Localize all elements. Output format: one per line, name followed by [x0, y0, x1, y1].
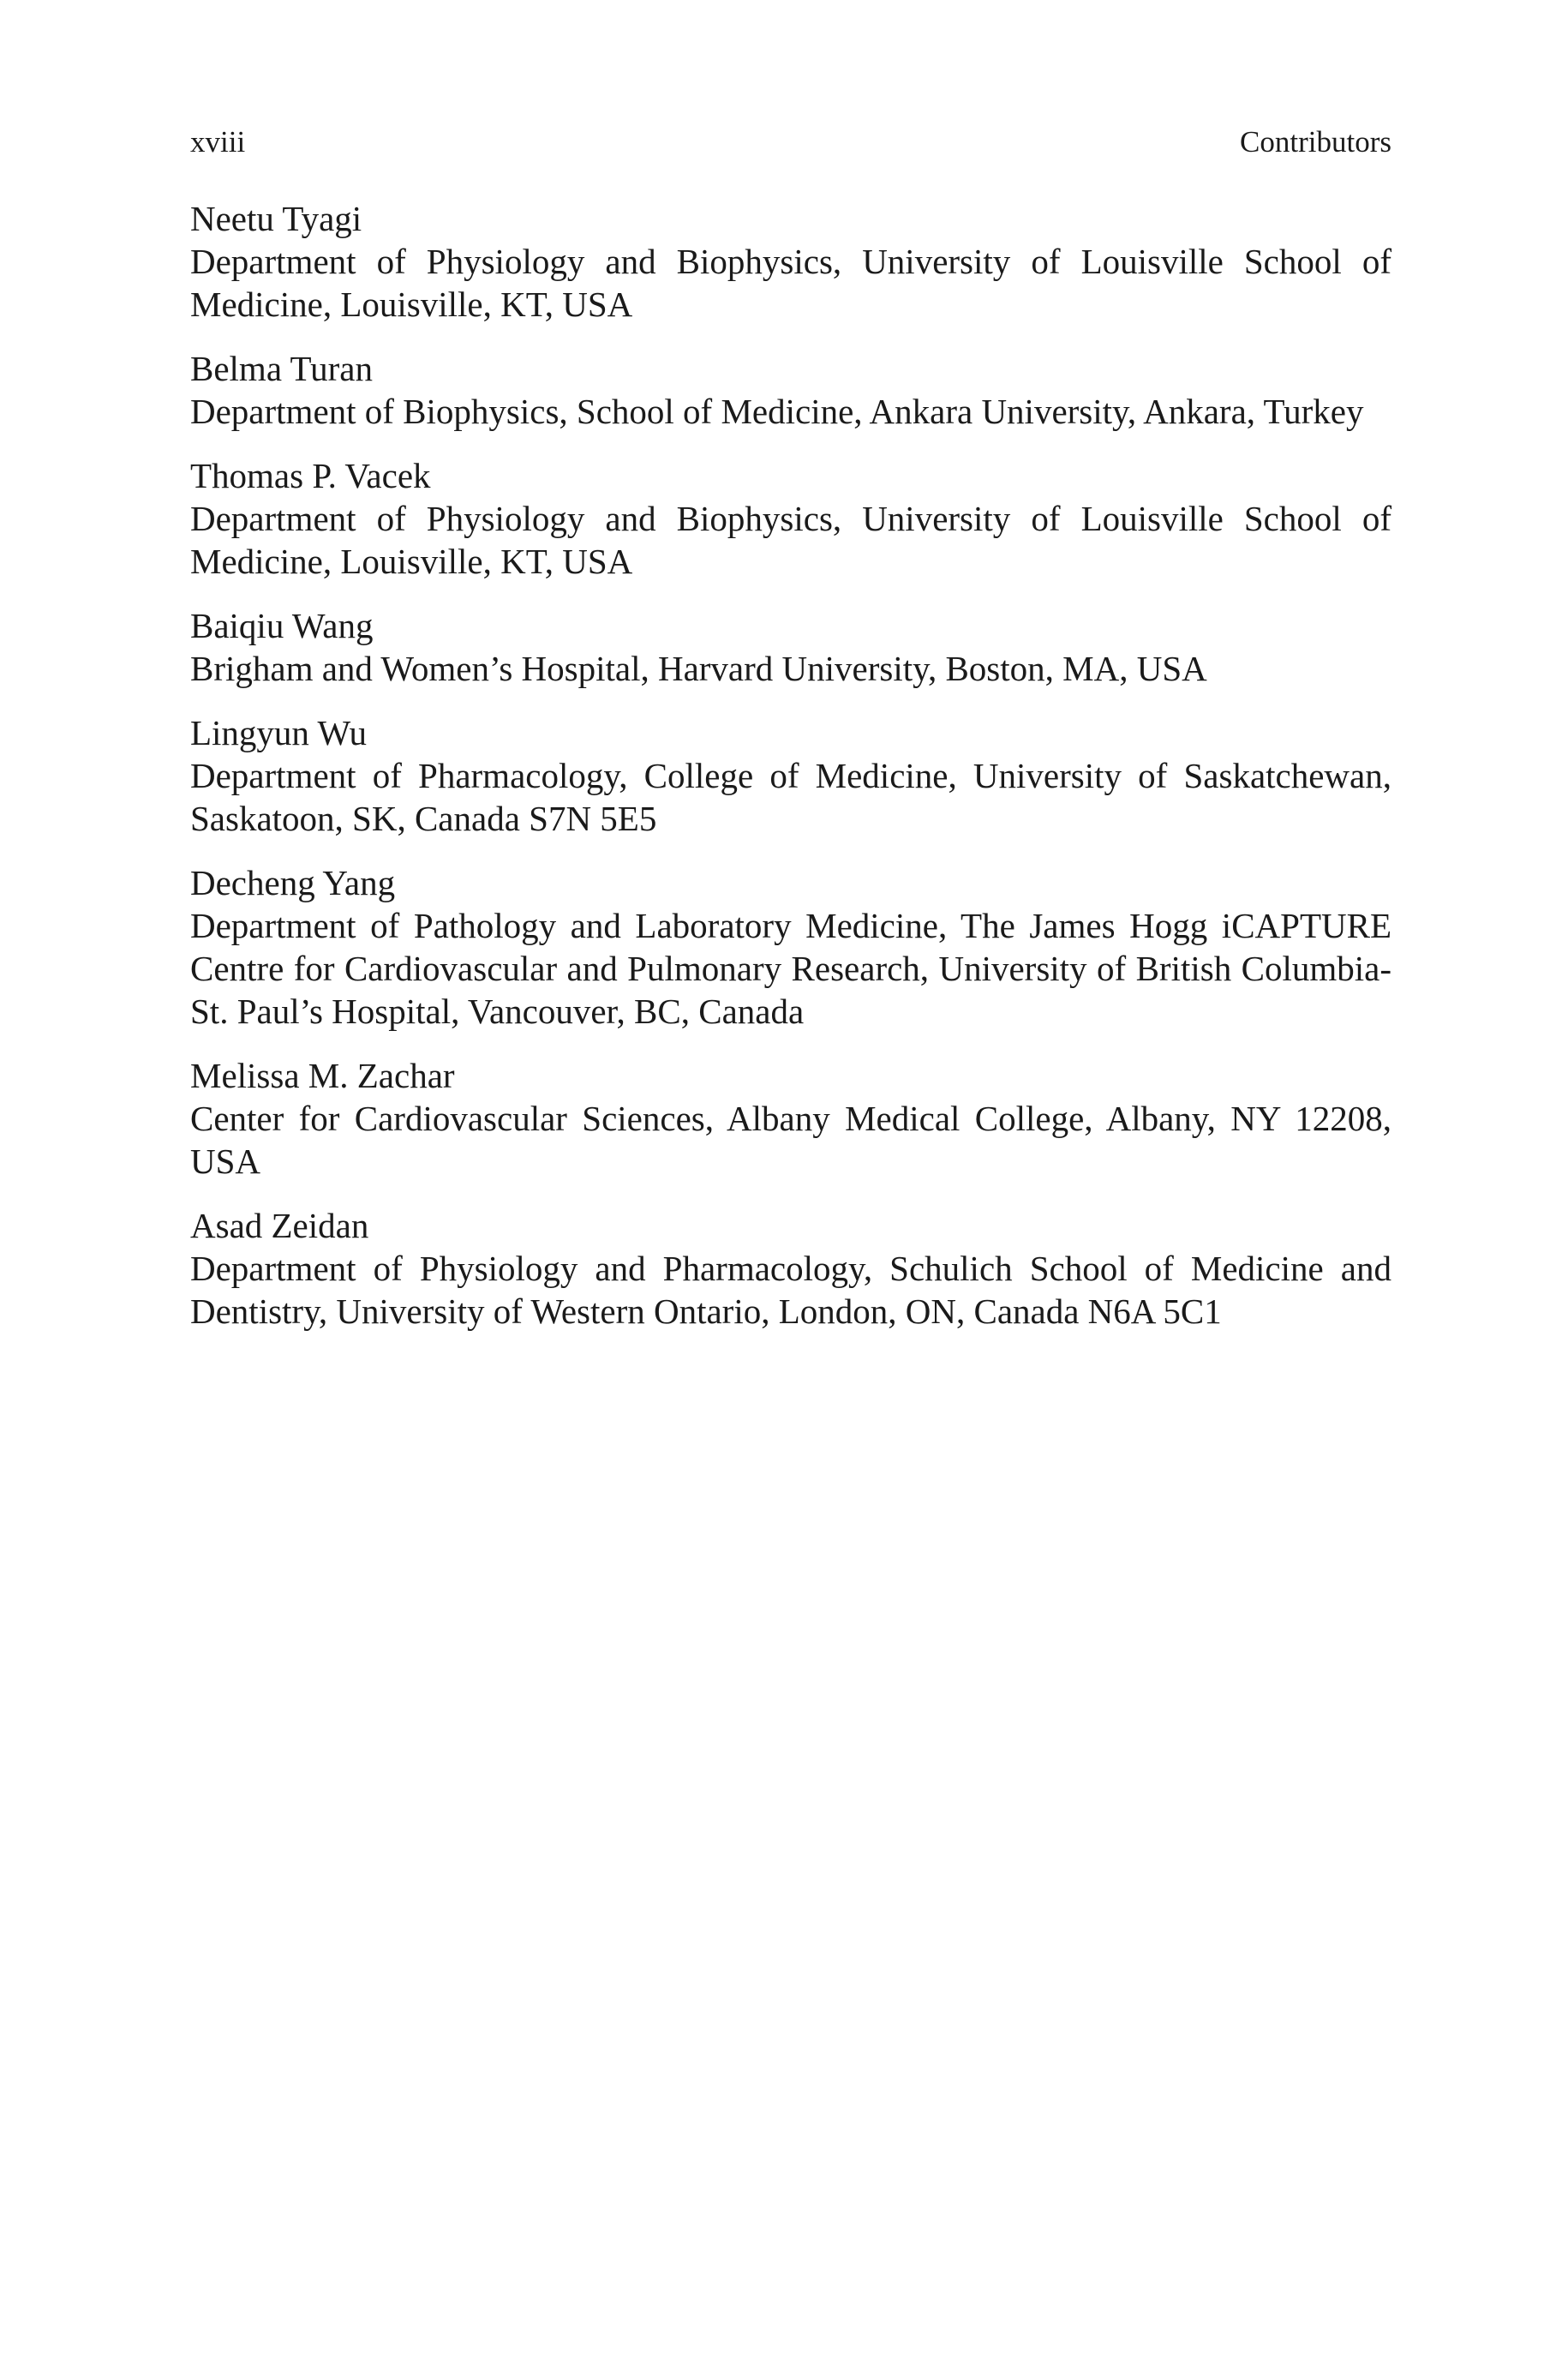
contributor-entry [190, 1204, 1391, 1333]
section-title: Contributors [1240, 125, 1391, 159]
contributor-entry [190, 197, 1391, 326]
book-page [190, 0, 1391, 2379]
contributor-entry [190, 711, 1391, 840]
contributor-affiliation: Department of Pharmacology, College of Medicine, University of Saskatchewan, Saskatoon, SK, Canada S7N 5E5 [190, 756, 1391, 838]
contributor-entry [190, 1054, 1391, 1183]
contributor-affiliation: Center for Cardiovascular Sciences, Albany Medical College, Albany, NY 12208, USA [190, 1099, 1391, 1181]
page-number: xviii [190, 125, 246, 159]
contributor-name: Melissa M. Zachar [190, 1056, 455, 1095]
contributor-name: Belma Turan [190, 349, 373, 388]
contributor-name: Lingyun Wu [190, 713, 368, 752]
contributor-entry [190, 861, 1391, 1033]
contributor-name: Asad Zeidan [190, 1206, 369, 1245]
running-head [190, 125, 1391, 159]
contributor-name: Neetu Tyagi [190, 199, 362, 238]
contributor-name: Decheng Yang [190, 863, 396, 902]
contributor-affiliation: Department of Physiology and Pharmacology, Schulich School of Medicine and Dentistry, University of Western Ontario, London, ON, Canada N6A 5C1 [190, 1249, 1391, 1331]
contributor-affiliation: Department of Pathology and Laboratory Medicine, The James Hogg iCAPTURE Centre for Cardiovascular and Pulmonary Research, University of British Columbia-St. Paul’s Hospital, Vancouver, BC, Canada [190, 906, 1391, 1031]
contributor-entry [190, 604, 1391, 690]
contributor-affiliation: Brigham and Women’s Hospital, Harvard University, Boston, MA, USA [190, 649, 1207, 688]
contributor-affiliation: Department of Biophysics, School of Medicine, Ankara University, Ankara, Turkey [190, 392, 1364, 431]
contributor-affiliation: Department of Physiology and Biophysics, University of Louisville School of Medicine, Louisville, KT, USA [190, 499, 1391, 581]
contributor-list [190, 197, 1391, 1354]
contributor-name: Thomas P. Vacek [190, 456, 431, 495]
contributor-entry [190, 347, 1391, 433]
contributor-affiliation: Department of Physiology and Biophysics, University of Louisville School of Medicine, Louisville, KT, USA [190, 242, 1391, 324]
contributor-entry [190, 454, 1391, 583]
contributor-name: Baiqiu Wang [190, 606, 374, 645]
